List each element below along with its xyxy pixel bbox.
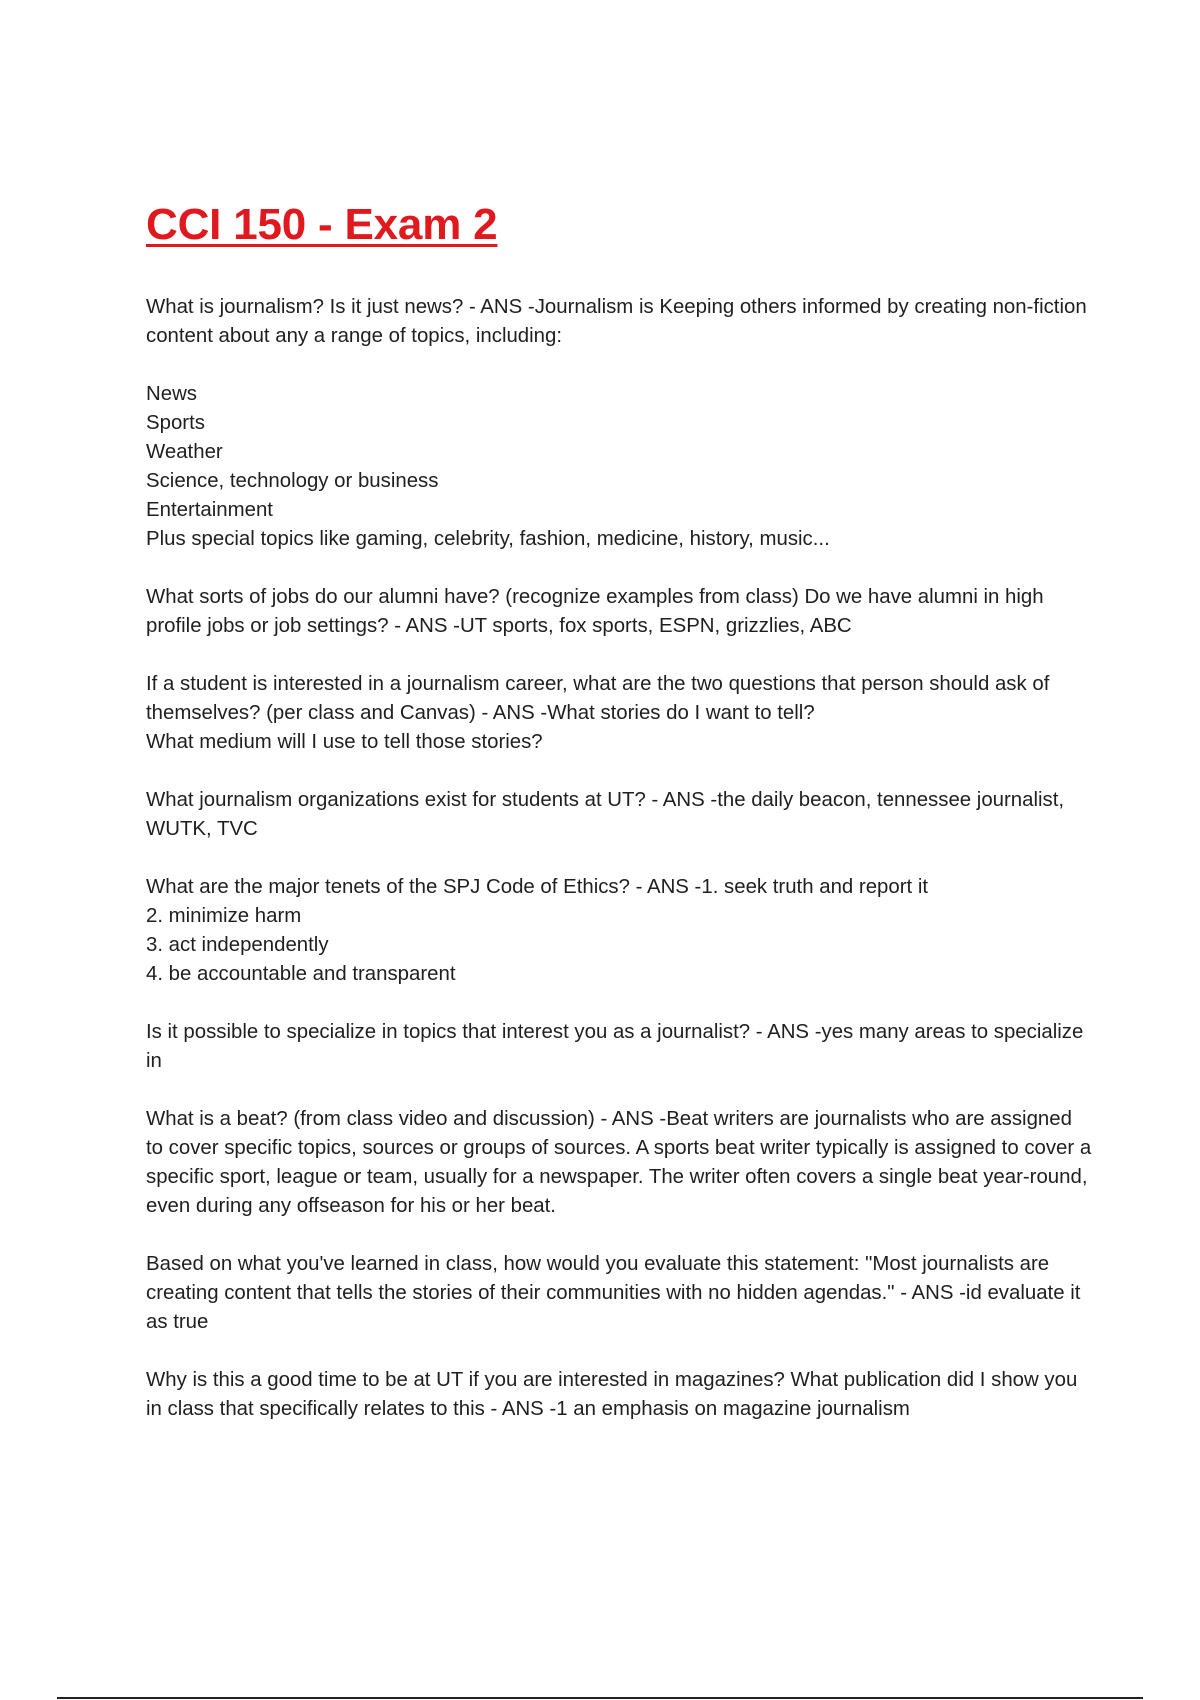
qa-item: [146, 293, 1094, 554]
qa-answer: Beat writers are journalists who are assigned to cover specific topics, sources or groups of sources. A sports beat writer typically is assigned to cover a specific sport, league or team, usually for a newspaper. The writer often covers a single beat year-round, even during any offseason for his or her beat.: [146, 1107, 1092, 1217]
qa-answer: 1 an emphasis on magazine journalism: [556, 1397, 910, 1420]
answer-separator: - ANS -: [463, 295, 535, 318]
qa-item: [146, 873, 1094, 989]
document-page: [146, 200, 1094, 1453]
qa-answer: the daily beacon, tennessee journalist, WUTK, TVC: [146, 788, 1065, 840]
answer-separator: - ANS -: [484, 1397, 557, 1420]
qa-item: [146, 1018, 1094, 1076]
qa-answer: Journalism is Keeping others informed by creating non-fiction content about any a range of topics, including: News Sports Weather Science, technology or business Entertainment Plus special topics like gaming, celebrity, fashion, medicine, history, music...: [146, 295, 1087, 550]
answer-separator: - ANS -: [750, 1020, 822, 1043]
qa-item: [146, 1105, 1094, 1221]
qa-question: Is it possible to specialize in topics that interest you as a journalist?: [146, 1020, 751, 1043]
answer-separator: - ANS -: [594, 1107, 667, 1130]
qa-answer: UT sports, fox sports, ESPN, grizzlies, ABC: [459, 614, 852, 637]
qa-question: What is a beat? (from class video and discussion): [146, 1107, 595, 1130]
qa-question: What are the major tenets of the SPJ Code of Ethics?: [146, 875, 630, 898]
qa-question: What sorts of jobs do our alumni have? (recognize examples from class) Do we have alumni in high profile jobs or job settings?: [146, 585, 1044, 637]
answer-separator: - ANS -: [645, 788, 718, 811]
document-title: CCI 150 - Exam 2: [146, 200, 498, 249]
qa-item: [146, 1366, 1094, 1424]
qa-question: If a student is interested in a journalism career, what are the two questions that person should ask of themselves? (per class and Canvas): [146, 672, 1050, 724]
qa-answer: yes many areas to specialize in: [146, 1020, 1084, 1072]
answer-separator: - ANS -: [894, 1281, 966, 1304]
qa-question: What journalism organizations exist for students at UT?: [146, 788, 646, 811]
answer-separator: - ANS -: [388, 614, 460, 637]
qa-answer: id evaluate it as true: [146, 1281, 1081, 1333]
qa-answer: What stories do I want to tell? What medium will I use to tell those stories?: [146, 701, 815, 753]
qa-question: Why is this a good time to be at UT if you are interested in magazines? What publication did I show you in class that specifically relates to this: [146, 1368, 1078, 1420]
qa-item: [146, 1250, 1094, 1337]
page-bottom-rule: [57, 1697, 1143, 1699]
qa-item: [146, 670, 1094, 757]
qa-answer: 1. seek truth and report it 2. minimize harm 3. act independently 4. be accountable and transparent: [146, 875, 929, 985]
qa-question: What is journalism? Is it just news?: [146, 295, 464, 318]
qa-item: [146, 583, 1094, 641]
qa-list: [146, 293, 1094, 1424]
qa-question: Based on what you've learned in class, how would you evaluate this statement: "Most journalists are creating content that tells the stories of their communities with no hidden agendas.": [146, 1252, 1050, 1304]
qa-item: [146, 786, 1094, 844]
answer-separator: - ANS -: [475, 701, 548, 724]
answer-separator: - ANS -: [629, 875, 702, 898]
